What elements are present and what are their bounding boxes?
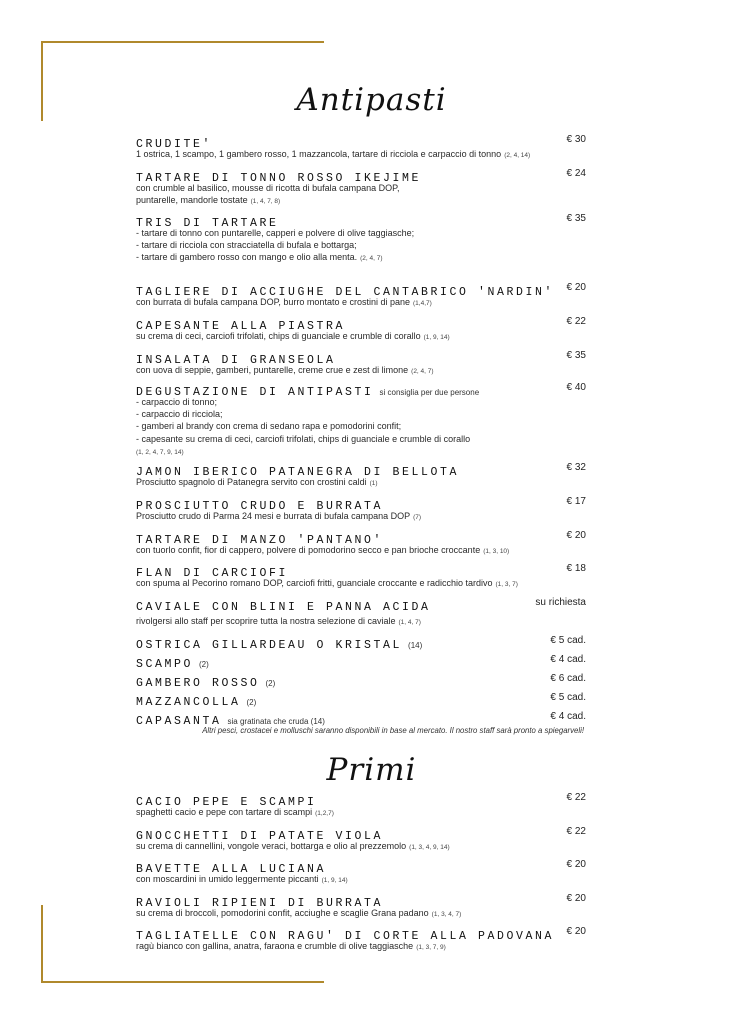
menu-item-header xyxy=(136,654,586,671)
allergens: (2, 4, 14) xyxy=(504,152,531,159)
description-line: con moscardini in umido leggermente piccanti (1, 9, 14) xyxy=(136,874,348,884)
menu-item-header xyxy=(136,462,586,479)
menu-item-header xyxy=(136,711,586,728)
description-line: su crema di ceci, carciofi trifolati, chips di guanciale e crumble di corallo (1, 9, 14) xyxy=(136,331,450,341)
dish-name: DEGUSTAZIONE DI ANTIPASTI xyxy=(136,386,374,399)
menu-item xyxy=(136,597,586,629)
description-line: spaghetti cacio e pepe con tartare di scampi (1,2,7) xyxy=(136,807,334,817)
dish-price: € 20 xyxy=(566,926,586,937)
dish-note: (14) xyxy=(408,641,423,650)
description-line: Prosciutto crudo di Parma 24 mesi e burrata di bufala campana DOP (7) xyxy=(136,511,422,521)
dish-note: (2) xyxy=(246,698,257,707)
description-line: - carpaccio di ricciola; xyxy=(136,409,223,420)
description-line: - capesante su crema di ceci, carciofi trifolati, chips di guanciale e crumble di corallo xyxy=(136,433,471,444)
dish-price: € 20 xyxy=(566,893,586,904)
dish-name: CAVIALE CON BLINI E PANNA ACIDA xyxy=(136,601,431,614)
menu-item-header xyxy=(136,563,586,580)
menu-item xyxy=(136,692,586,709)
dish-name: TARTARE DI MANZO 'PANTANO' xyxy=(136,534,384,547)
dish-name: JAMON IBERICO PATANEGRA DI BELLOTA xyxy=(136,466,460,479)
dish-description xyxy=(136,615,586,629)
dish-price: € 22 xyxy=(566,316,586,327)
dish-price: € 40 xyxy=(566,382,586,393)
menu-item xyxy=(136,530,586,558)
allergens: (7) xyxy=(413,514,422,521)
menu-item xyxy=(136,926,586,954)
corner-top-horizontal xyxy=(41,41,324,43)
dish-description xyxy=(136,182,586,208)
menu-item-header xyxy=(136,673,586,690)
dish-name: GNOCCHETTI DI PATATE VIOLA xyxy=(136,830,384,843)
dish-price: su richiesta xyxy=(535,597,586,608)
dish-name: SCAMPO xyxy=(136,658,194,671)
menu-item-header xyxy=(136,382,586,399)
dish-note: (2) xyxy=(265,679,276,688)
menu-item-header xyxy=(136,350,586,367)
dish-name: CRUDITE' xyxy=(136,138,213,151)
dish-description xyxy=(136,396,586,459)
allergens-line xyxy=(136,445,586,459)
allergens: (2, 4, 7) xyxy=(411,368,434,375)
dish-note: si consiglia per due persone xyxy=(379,388,480,397)
allergens: (1,2,7) xyxy=(315,810,334,817)
dish-name: CACIO PEPE E SCAMPI xyxy=(136,796,317,809)
menu-item xyxy=(136,282,586,310)
antipasti-heading: Antipasti xyxy=(296,82,447,118)
allergens: (1) xyxy=(369,480,378,487)
menu-item-header xyxy=(136,213,586,230)
menu-item xyxy=(136,213,586,266)
menu-item xyxy=(136,893,586,921)
dish-price: € 24 xyxy=(566,168,586,179)
menu-item xyxy=(136,673,586,690)
dish-name: INSALATA DI GRANSEOLA xyxy=(136,354,336,367)
menu-item xyxy=(136,563,586,591)
menu-item-header xyxy=(136,134,586,151)
description-line: ragù bianco con gallina, anatra, faraona e crumble di olive taggiasche (1, 3, 7, 9) xyxy=(136,941,446,951)
description-line: Prosciutto spagnolo di Patanegra servito con crostini caldi (1) xyxy=(136,477,378,487)
dish-price: € 20 xyxy=(566,282,586,293)
menu-item-header xyxy=(136,282,586,299)
description-line: - carpaccio di tonno; xyxy=(136,397,218,407)
dish-name: CAPESANTE ALLA PIASTRA xyxy=(136,320,346,333)
corner-bottom-horizontal xyxy=(41,981,324,983)
description-line: - tartare di gambero rosso con mango e olio alla menta. (2, 4, 7) xyxy=(136,252,383,263)
description-line: su crema di broccoli, pomodorini confit, acciughe e scaglie Grana padano (1, 3, 4, 7) xyxy=(136,908,462,918)
dish-name: TAGLIATELLE CON RAGU' DI CORTE ALLA PADOVANA xyxy=(136,930,555,943)
dish-price: € 4 cad. xyxy=(550,711,586,722)
dish-name: TRIS DI TARTARE xyxy=(136,217,279,230)
description-line: 1 ostrica, 1 scampo, 1 gambero rosso, 1 mazzancola, tartare di ricciola e carpaccio di tonno (2, 4, 14) xyxy=(136,149,531,159)
allergens: (1, 9, 14) xyxy=(321,877,348,884)
dish-name: MAZZANCOLLA xyxy=(136,696,241,709)
allergens: (1, 2, 4, 7, 9, 14) xyxy=(136,448,184,456)
allergens: (2, 4, 7) xyxy=(360,255,383,263)
menu-item-header xyxy=(136,316,586,333)
dish-name: CAPASANTA xyxy=(136,715,222,728)
menu-item xyxy=(136,826,586,854)
menu-item-header xyxy=(136,168,586,185)
menu-item-header xyxy=(136,792,586,809)
menu-item xyxy=(136,168,586,208)
dish-note: (2) xyxy=(199,660,209,669)
dish-price: € 18 xyxy=(566,563,586,574)
dish-price: € 17 xyxy=(566,496,586,507)
dish-price: € 22 xyxy=(566,826,586,837)
allergens: (1, 4, 7, 8) xyxy=(250,198,281,206)
primi-heading: Primi xyxy=(326,752,417,788)
dish-price: € 5 cad. xyxy=(550,635,586,646)
menu-item-header xyxy=(136,692,586,709)
menu-item xyxy=(136,134,586,162)
menu-item xyxy=(136,462,586,490)
dish-note: sia gratinata che cruda (14) xyxy=(227,717,325,726)
menu-item xyxy=(136,711,586,728)
dish-price: € 32 xyxy=(566,462,586,473)
allergens: (1, 3, 4, 7) xyxy=(431,911,462,918)
menu-item-header xyxy=(136,597,586,614)
dish-price: € 35 xyxy=(566,213,586,224)
dish-name: RAVIOLI RIPIENI DI BURRATA xyxy=(136,897,384,910)
description-line: con uova di seppie, gamberi, puntarelle, creme crue e zest di limone (2, 4, 7) xyxy=(136,365,434,375)
dish-price: € 35 xyxy=(566,350,586,361)
menu-item xyxy=(136,635,586,652)
dish-price: € 4 cad. xyxy=(550,654,586,665)
description-line: - tartare di tonno con puntarelle, capperi e polvere di olive taggiasche; xyxy=(136,228,415,238)
menu-item-header xyxy=(136,826,586,843)
dish-price: € 6 cad. xyxy=(550,673,586,684)
description-line: con burrata di bufala campana DOP, burro montato e crostini di pane (1,4,7) xyxy=(136,297,432,307)
description-line: con crumble al basilico, mousse di ricotta di bufala campana DOP, xyxy=(136,183,400,193)
allergens: (1, 3, 10) xyxy=(483,548,510,555)
menu-item xyxy=(136,859,586,887)
antipasti-footnote: Altri pesci, crostacei e molluschi saranno disponibili in base al mercato. Il nostro staff sarà pronto a spiegarveli! xyxy=(202,726,584,735)
menu-item-header xyxy=(136,926,586,943)
dish-name: OSTRICA GILLARDEAU O KRISTAL xyxy=(136,639,403,652)
menu-item xyxy=(136,496,586,524)
menu-item xyxy=(136,382,586,459)
allergens: (1, 4, 7) xyxy=(398,619,421,626)
menu-item-header xyxy=(136,530,586,547)
menu-item xyxy=(136,350,586,378)
description-line: con tuorlo confit, fior di cappero, polvere di pomodorino secco e pan brioche croccante (1, 3, 10) xyxy=(136,545,510,555)
allergens: (1,4,7) xyxy=(413,300,432,307)
menu-item-header xyxy=(136,635,586,652)
corner-bottom-vertical xyxy=(41,905,43,983)
allergens: (1, 3, 4, 9, 14) xyxy=(409,844,450,851)
menu-item-header xyxy=(136,893,586,910)
dish-price: € 20 xyxy=(566,859,586,870)
description-line: su crema di cannellini, vongole veraci, bottarga e olio al prezzemolo (1, 3, 4, 9, 14) xyxy=(136,841,450,851)
dish-price: € 22 xyxy=(566,792,586,803)
description-line: - gamberi al brandy con crema di sedano rapa e pomodorini confit; xyxy=(136,421,402,432)
dish-name: TARTARE DI TONNO ROSSO IKEJIME xyxy=(136,172,422,185)
description-line: rivolgersi allo staff per scoprire tutta la nostra selezione di caviale (1, 4, 7) xyxy=(136,616,421,626)
description-line: con spuma al Pecorino romano DOP, carciofi fritti, guanciale croccante e radicchio tardivo (1, 3, 7) xyxy=(136,578,518,588)
allergens: (1, 3, 7) xyxy=(495,581,518,588)
dish-price: € 20 xyxy=(566,530,586,541)
menu-item-header xyxy=(136,859,586,876)
dish-name: GAMBERO ROSSO xyxy=(136,677,260,690)
menu-item xyxy=(136,316,586,344)
dish-price: € 5 cad. xyxy=(550,692,586,703)
description-line: puntarelle, mandorle tostate (1, 4, 7, 8) xyxy=(136,195,281,206)
dish-name: PROSCIUTTO CRUDO E BURRATA xyxy=(136,500,384,513)
allergens: (1, 3, 7, 9) xyxy=(416,944,446,951)
menu-item xyxy=(136,792,586,820)
dish-price: € 30 xyxy=(566,134,586,145)
dish-name: TAGLIERE DI ACCIUGHE DEL CANTABRICO 'NARDIN' xyxy=(136,286,555,299)
description-line: - tartare di ricciola con stracciatella di bufala e bottarga; xyxy=(136,240,357,251)
dish-name: BAVETTE ALLA LUCIANA xyxy=(136,863,327,876)
menu-item xyxy=(136,654,586,671)
dish-description xyxy=(136,227,586,266)
allergens: (1, 9, 14) xyxy=(423,334,450,341)
dish-name: FLAN DI CARCIOFI xyxy=(136,567,289,580)
menu-item-header xyxy=(136,496,586,513)
